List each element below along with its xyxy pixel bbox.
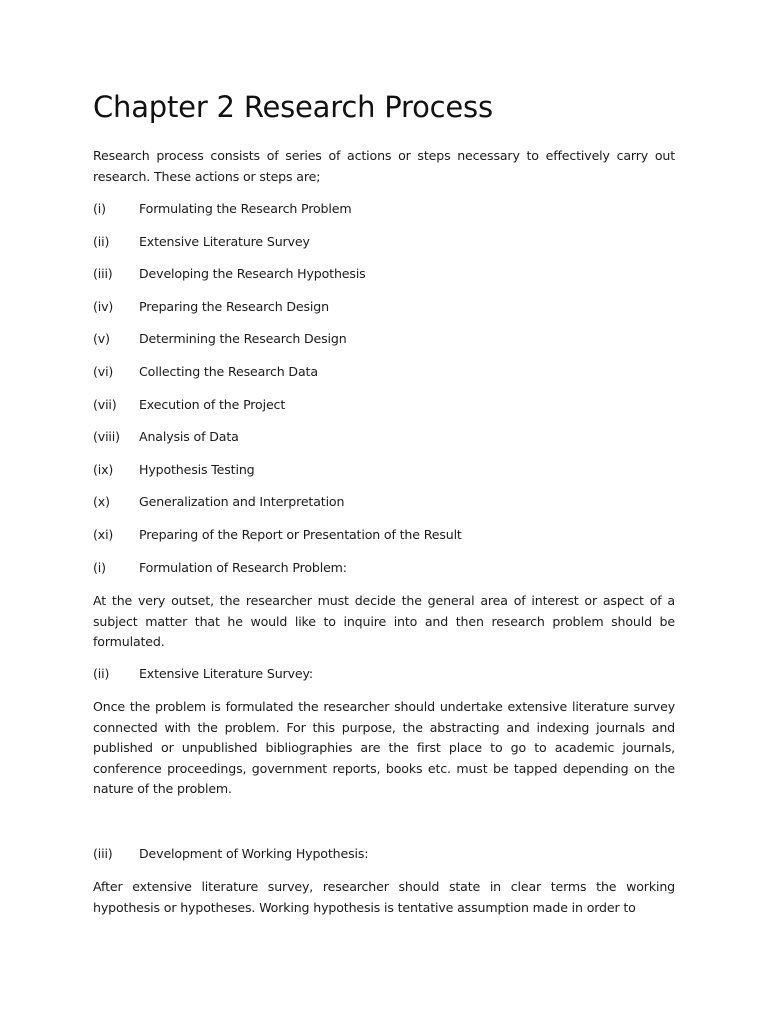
- list-item-number: (ii): [93, 233, 110, 249]
- list-item-number: (viii): [93, 429, 120, 445]
- list-item-text: Generalization and Interpretation: [139, 494, 345, 510]
- section-body: Once the problem is formulated the researcher should undertake extensive literature survey connected with the problem. For this purpose, the abstracting and indexing journals and published or unpublished bibliographies are the first place to go to academic journals, conference proceedings, government reports, books etc. must be tapped depending on the nature of the problem.: [93, 699, 675, 797]
- section-title: Development of Working Hypothesis:: [139, 846, 369, 861]
- section-number: (i): [93, 560, 106, 575]
- list-item-number: (vi): [93, 364, 114, 379]
- section-number: (iii): [93, 846, 113, 861]
- list-item-text: Formulating the Research Problem: [139, 201, 352, 216]
- list-item-text: Preparing the Research Design: [139, 298, 329, 314]
- page-title: Chapter 2 Research Process: [93, 90, 493, 124]
- list-item-text: Collecting the Research Data: [139, 364, 318, 379]
- list-item-text: Developing the Research Hypothesis: [139, 266, 366, 282]
- section-title: Formulation of Research Problem:: [139, 560, 347, 575]
- section-body: After extensive literature survey, researcher should state in clear terms the working hypothesis or hypotheses. Working hypothesis is tentative assumption made in order to: [93, 879, 675, 915]
- list-item-number: (v): [93, 331, 110, 347]
- list-item-number: (i): [93, 201, 106, 216]
- list-item-text: Preparing of the Report or Presentation of the Result: [139, 527, 462, 542]
- list-item-text: Hypothesis Testing: [139, 461, 255, 477]
- list-item-text: Extensive Literature Survey: [139, 233, 310, 249]
- list-item-number: (iv): [93, 298, 114, 314]
- section-number: (ii): [93, 666, 110, 681]
- section-title: Extensive Literature Survey:: [139, 666, 313, 681]
- list-item-text: Execution of the Project: [139, 396, 286, 412]
- list-item-number: (iii): [93, 266, 113, 282]
- list-item-number: (vii): [93, 396, 117, 412]
- list-item-number: (x): [93, 494, 110, 510]
- section-body: At the very outset, the researcher must decide the general area of interest or aspect of a subject matter that he would like to inquire into and then research problem should be formulated.: [93, 593, 675, 650]
- list-item-number: (ix): [93, 461, 114, 477]
- list-item-number: (xi): [93, 527, 114, 542]
- intro-paragraph: Research process consists of series of actions or steps necessary to effectively carry out research. These actions or steps are;: [93, 148, 675, 184]
- list-item-text: Analysis of Data: [139, 429, 239, 445]
- list-item-text: Determining the Research Design: [139, 331, 347, 347]
